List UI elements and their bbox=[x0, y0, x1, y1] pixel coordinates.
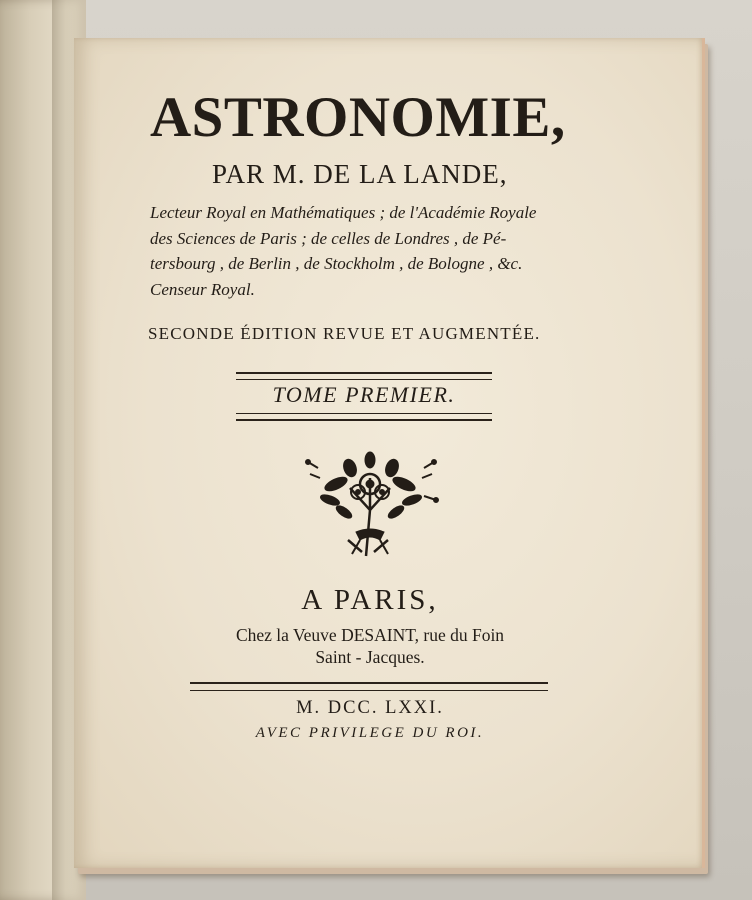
royal-privilege: AVEC PRIVILEGE DU ROI. bbox=[255, 725, 485, 741]
double-rule-top bbox=[236, 372, 492, 380]
publication-date: M. DCC. LXXI. bbox=[296, 698, 444, 718]
imprint-rule bbox=[190, 682, 548, 691]
author-credentials bbox=[150, 200, 580, 302]
credentials-line: tersbourg , de Berlin , de Stockholm , de Bologne , &c. bbox=[150, 254, 523, 273]
floral-bouquet-icon bbox=[300, 448, 442, 562]
volume-label: TOME PREMIER. bbox=[272, 382, 456, 407]
imprint-city: A PARIS, bbox=[301, 584, 439, 616]
publisher-line: Chez la Veuve DESAINT, rue du Foin bbox=[235, 625, 505, 645]
credentials-line: des Sciences de Paris ; de celles de Londres , de Pé- bbox=[150, 228, 507, 248]
credentials-line: Censeur Royal. bbox=[150, 279, 255, 299]
double-rule-bottom bbox=[236, 413, 492, 421]
author-line: PAR M. DE LA LANDE, bbox=[212, 159, 508, 189]
publisher-line: Saint - Jacques. bbox=[315, 647, 425, 667]
book-title: ASTRONOMIE, bbox=[150, 86, 566, 149]
publisher-address bbox=[170, 624, 570, 668]
credentials-line: Lecteur Royal en Mathématiques ; de l'Académie Royale bbox=[150, 203, 537, 222]
edition-statement: SECONDE ÉDITION REVUE ET AUGMENTÉE. bbox=[148, 324, 541, 343]
